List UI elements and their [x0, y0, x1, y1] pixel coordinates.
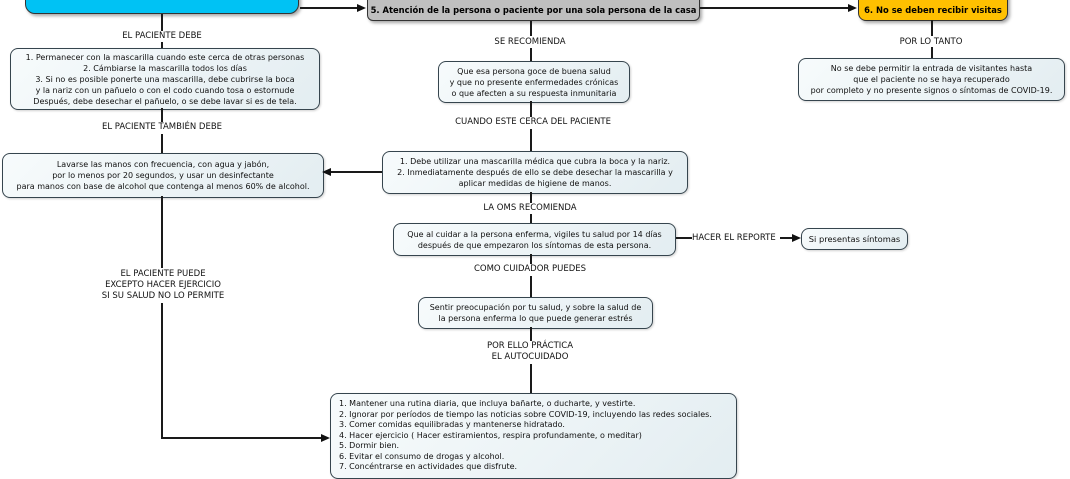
- node-good-health: [438, 61, 630, 103]
- node-medical-mask: [382, 151, 688, 194]
- node-selfcare-item: 6. Evitar el consumo de drogas y alcohol.: [339, 451, 505, 461]
- connector-middle-column: [530, 48, 532, 61]
- node-oms-advice: [393, 223, 676, 256]
- edge-label-como-cuidador-puedes: COMO CUIDADOR PUEDES: [473, 264, 587, 274]
- edge-label-por-ello-practica-line: POR ELLO PRÁCTICA: [486, 341, 574, 351]
- node-wash-hands-line: para manos con base de alcohol que contenga al menos 60% de alcohol.: [16, 182, 310, 191]
- node-selfcare-item: 5. Dormir bien.: [339, 441, 400, 450]
- node-medical-mask-line: aplicar medidas de higiene de manos.: [458, 179, 612, 188]
- node-good-health-line: y que no presente enfermedades crónicas: [449, 77, 619, 87]
- connector-left-column: [161, 196, 163, 268]
- node-selfcare-item: 7. Concéntrarse en actividades que disfrute.: [339, 462, 518, 471]
- edge-label-se-recomienda: SE RECOMIENDA: [494, 37, 566, 47]
- edge-label-paciente-puede-line: SI SU SALUD NO LO PERMITE: [101, 291, 225, 301]
- connector-middle-column: [530, 214, 532, 223]
- node-oms-advice-line: después de que empezaron los síntomas de esta persona.: [417, 240, 652, 250]
- edge-label-el-paciente-debe: EL PACIENTE DEBE: [122, 31, 202, 41]
- connector-middle-column: [530, 101, 532, 117]
- node-worry-stress-line: la persona enferma lo que puede generar estrés: [438, 314, 633, 323]
- node-no-visits-label: 6. No se deben recibir visitas: [864, 5, 1002, 15]
- node-no-visitors-line: por completo y no presente signos o síntomas de COVID-19.: [810, 86, 1053, 95]
- node-patient-must: [10, 48, 320, 110]
- arrowhead-left-icon: [322, 168, 331, 176]
- connector-middle-column: [530, 254, 532, 264]
- node-single-caregiver-label: 5. Atención de la persona o paciente por una sola persona de la casa: [370, 5, 697, 15]
- node-good-health-line: Que esa persona goce de buena salud: [457, 66, 611, 76]
- node-patient-must-line: 1. Permanecer con la mascarilla cuando este cerca de otras personas: [25, 52, 305, 62]
- node-patient-must-line: y la nariz con un pañuelo o con el codo cuando tosa o estornude: [35, 85, 295, 95]
- edge-label-paciente-puede-line: EXCEPTO HACER EJERCICIO: [105, 280, 221, 290]
- connector-right-column: [931, 47, 933, 58]
- connector-mask-to-wash: [331, 171, 382, 173]
- edge-label-oms-recomienda: LA OMS RECOMIENDA: [483, 203, 577, 213]
- connector-left-column: [161, 108, 163, 122]
- connector-middle-column: [530, 276, 532, 297]
- node-selfcare-item: 3. Comer comidas equilibradas y mantenerse hidratado.: [339, 420, 565, 429]
- connector-middle-column: [530, 327, 532, 341]
- connector-left-column: [161, 134, 163, 153]
- connector-left-column: [161, 14, 163, 31]
- node-wash-hands: [2, 153, 324, 198]
- node-wash-hands-line: por lo menos por 20 segundos, y usar un desinfectante: [52, 171, 274, 180]
- node-selfcare-item: 1. Mantener una rutina diaria, que incluya bañarte, o ducharte, y vestirte.: [339, 399, 636, 408]
- node-patient-header: [25, 0, 299, 14]
- edge-label-paciente-puede-line: EL PACIENTE PUEDE: [120, 269, 206, 279]
- arrowhead-right-icon: [848, 4, 857, 12]
- node-oms-advice-line: Que al cuidar a la persona enferma, vigiles tu salud por 14 días: [407, 229, 662, 239]
- arrowhead-right-icon: [357, 4, 366, 12]
- node-medical-mask-line: 1. Debe utilizar una mascarilla médica que cubra la boca y la nariz.: [399, 157, 671, 166]
- node-patient-must-line: 3. Si no es posible ponerte una mascarilla, debe cubrirse la boca: [35, 74, 295, 84]
- node-good-health-line: o que afecten a su respuesta inmunitaria: [451, 88, 617, 98]
- connector-caregiver-to-visits: [700, 7, 849, 9]
- connector-left-column: [161, 303, 163, 438]
- connector-right-column: [931, 20, 933, 36]
- node-no-visitors-line: que el paciente no se haya recuperado: [853, 75, 1010, 84]
- arrowhead-right-icon: [321, 434, 330, 442]
- node-if-symptoms-label: Si presentas síntomas: [808, 233, 901, 244]
- connector-middle-column: [530, 192, 532, 203]
- node-no-visitors-line: No se debe permitir la entrada de visitantes hasta: [830, 64, 1033, 73]
- node-worry-stress-line: Sentir preocupación por tu salud, y sobre la salud de: [429, 303, 642, 312]
- node-no-visits: [858, 0, 1008, 21]
- connector-middle-column: [530, 129, 532, 151]
- connector-left-to-selfcare: [161, 437, 322, 439]
- connector-middle-column: [530, 364, 532, 393]
- node-if-symptoms: [801, 228, 908, 250]
- node-wash-hands-line: Lavarse las manos con frecuencia, con agua y jabón,: [56, 160, 270, 169]
- node-patient-must-line: 2. Cámbiarse la mascarilla todos los días: [83, 63, 247, 73]
- node-medical-mask-line: 2. Inmediatamente después de ello se debe desechar la mascarilla y: [397, 168, 673, 177]
- node-worry-stress: [418, 297, 653, 329]
- connector-left-column: [161, 42, 163, 48]
- connector-patient-to-caregiver: [300, 7, 358, 9]
- node-selfcare-list: [330, 393, 737, 479]
- edge-label-cerca-del-paciente: CUANDO ESTE CERCA DEL PACIENTE: [455, 117, 611, 127]
- node-no-visitors-until-recovered: [798, 58, 1065, 101]
- node-selfcare-item: 4. Hacer ejercicio ( Hacer estiramientos, respira profundamente, o meditar): [339, 430, 642, 440]
- node-selfcare-item: 2. Ignorar por períodos de tiempo las noticias sobre COVID-19, incluyendo las redes sociales.: [339, 409, 712, 419]
- edge-label-por-ello-practica-line: EL AUTOCUIDADO: [491, 352, 569, 362]
- connector-middle-column: [530, 21, 532, 36]
- node-patient-must-line: Después, debe desechar el pañuelo, o se debe lavar si es de tela.: [33, 96, 297, 106]
- node-single-caregiver: [367, 0, 700, 21]
- connector-report: [676, 237, 692, 239]
- edge-label-paciente-puede: [63, 269, 263, 302]
- edge-label-paciente-tambien-debe: EL PACIENTE TAMBIÉN DEBE: [101, 122, 223, 132]
- arrowhead-right-icon: [792, 234, 801, 242]
- edge-label-por-lo-tanto: POR LO TANTO: [899, 37, 963, 47]
- edge-label-por-ello-practica: [430, 341, 630, 363]
- edge-label-hacer-el-reporte: HACER EL REPORTE: [692, 233, 776, 243]
